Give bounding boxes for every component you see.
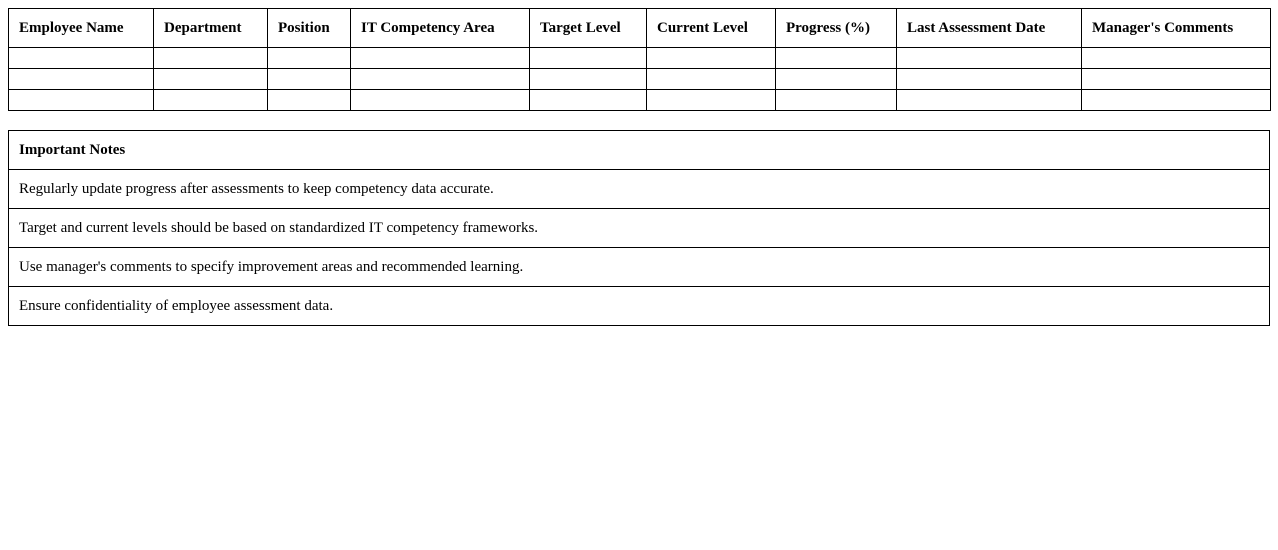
table-cell[interactable] (530, 48, 647, 69)
table-cell[interactable] (776, 90, 897, 111)
note-text: Target and current levels should be based on standardized IT competency frameworks. (9, 209, 1270, 248)
column-header-last-assessment-date: Last Assessment Date (897, 9, 1082, 48)
table-cell[interactable] (1082, 48, 1271, 69)
table-cell[interactable] (647, 48, 776, 69)
column-header-target-level: Target Level (530, 9, 647, 48)
column-header-current-level: Current Level (647, 9, 776, 48)
column-header-it-competency-area: IT Competency Area (351, 9, 530, 48)
table-cell[interactable] (268, 90, 351, 111)
table-cell[interactable] (1082, 90, 1271, 111)
column-header-managers-comments: Manager's Comments (1082, 9, 1271, 48)
table-cell[interactable] (897, 69, 1082, 90)
table-cell[interactable] (9, 48, 154, 69)
table-cell[interactable] (154, 90, 268, 111)
column-header-progress: Progress (%) (776, 9, 897, 48)
table-cell[interactable] (9, 69, 154, 90)
list-item (9, 209, 1270, 248)
note-text: Ensure confidentiality of employee assessment data. (9, 287, 1270, 326)
list-item (9, 170, 1270, 209)
notes-header-row (9, 131, 1270, 170)
table-cell[interactable] (1082, 69, 1271, 90)
table-row (9, 90, 1271, 111)
table-cell[interactable] (9, 90, 154, 111)
table-cell[interactable] (530, 69, 647, 90)
important-notes-table (8, 130, 1270, 326)
table-cell[interactable] (351, 90, 530, 111)
table-header-row (9, 9, 1271, 48)
column-header-department: Department (154, 9, 268, 48)
column-header-employee-name: Employee Name (9, 9, 154, 48)
table-cell[interactable] (647, 90, 776, 111)
table-cell[interactable] (268, 69, 351, 90)
column-header-position: Position (268, 9, 351, 48)
table-cell[interactable] (776, 48, 897, 69)
table-cell[interactable] (268, 48, 351, 69)
note-text: Regularly update progress after assessments to keep competency data accurate. (9, 170, 1270, 209)
table-row (9, 48, 1271, 69)
note-text: Use manager's comments to specify improvement areas and recommended learning. (9, 248, 1270, 287)
table-cell[interactable] (154, 69, 268, 90)
table-cell[interactable] (154, 48, 268, 69)
table-cell[interactable] (530, 90, 647, 111)
list-item (9, 287, 1270, 326)
competency-tracker-table (8, 8, 1271, 111)
table-cell[interactable] (647, 69, 776, 90)
table-cell[interactable] (897, 90, 1082, 111)
table-cell[interactable] (776, 69, 897, 90)
table-cell[interactable] (897, 48, 1082, 69)
table-cell[interactable] (351, 48, 530, 69)
table-cell[interactable] (351, 69, 530, 90)
list-item (9, 248, 1270, 287)
table-row (9, 69, 1271, 90)
notes-heading: Important Notes (9, 131, 1270, 170)
